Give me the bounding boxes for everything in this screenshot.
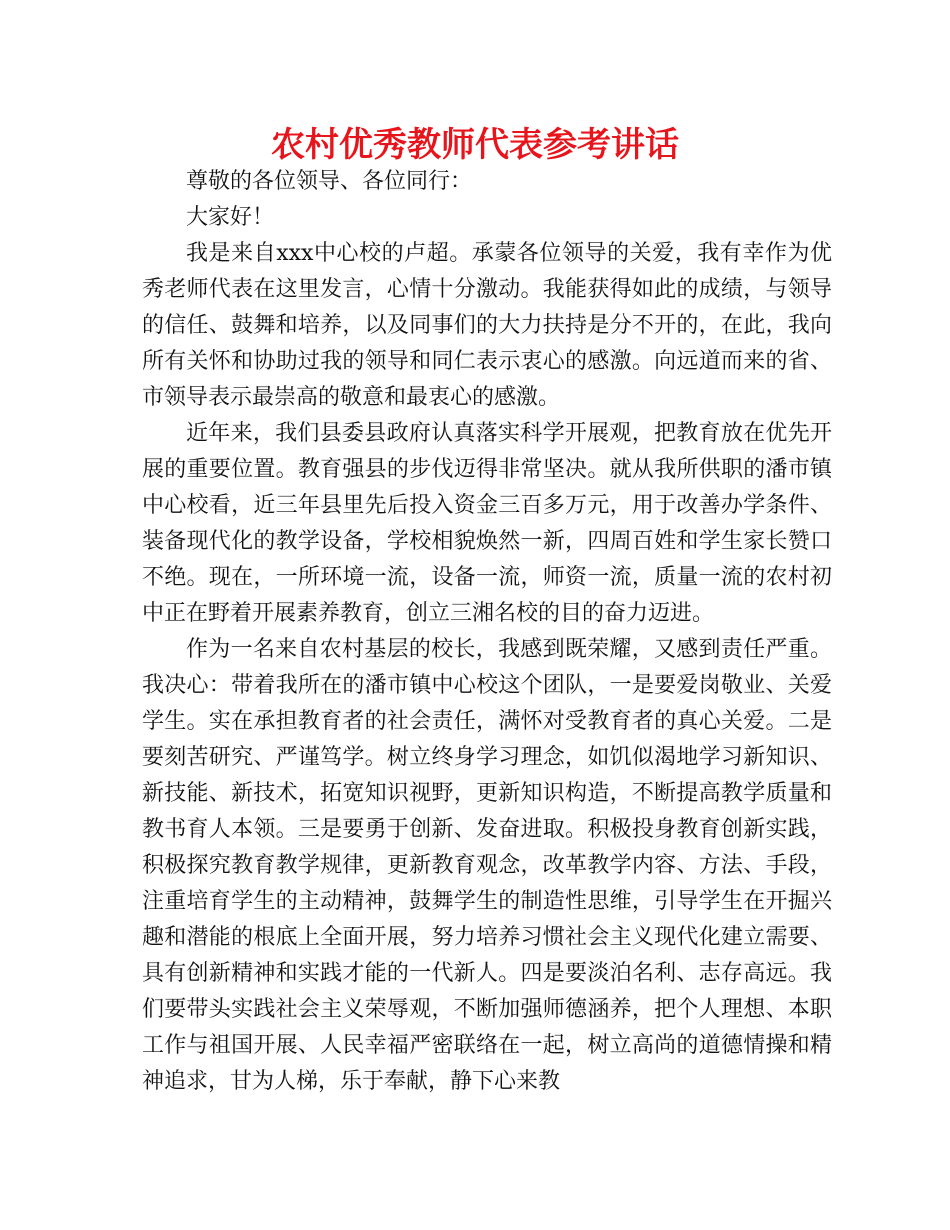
greeting-paragraph: 大家好！ xyxy=(186,205,275,230)
document-title: 农村优秀教师代表参考讲话 xyxy=(271,125,679,165)
salutation-paragraph: 尊敬的各位领导、各位同行： xyxy=(186,169,473,194)
resolution-paragraph: 作为一名来自农村基层的校长，我感到既荣耀，又感到责任严重。我决心：带着我所在的潘市镇中心校这个团队，一是要爱岗敬业、关爱学生。实在承担教育者的社会责任，满怀对受教育者的真心关爱。二是要刻苦研究、严谨笃学。树立终身学习理念，如饥似渴地学习新知识、新技能、新技术，拓宽知识视野，更新知识构造，不断提高教学质量和教书育人本领。三是要勇于创新、发奋进取。积极投身教育创新实践，积极探究教育教学规律，更新教育观念，改革教学内容、方法、手段，注重培育学生的主动精神，鼓舞学生的制造性思维，引导学生在开掘兴趣和潜能的根底上全面开展，努力培养习惯社会主义现代化建立需要、具有创新精神和实践才能的一代新人。四是要淡泊名利、志存高远。我们要带头实践社会主义荣辱观，不断加强师德涵养，把个人理想、本职工作与祖国开展、人民幸福严密联络在一起，树立高尚的道德情操和精神追求，甘为人梯，乐于奉献，静下心来教 xyxy=(142,637,832,1094)
county-education-paragraph: 近年来，我们县委县政府认真落实科学开展观，把教育放在优先开展的重要位置。教育强县的步伐迈得非常坚决。就从我所供职的潘市镇中心校看，近三年县里先后投入资金三百多万元，用于改善办学条件、装备现代化的教学设备，学校相貌焕然一新，四周百姓和学生家长赞口不绝。现在，一所环境一流，设备一流，师资一流，质量一流的农村初中正在野着开展素养教育，创立三湘名校的目的奋力迈进。 xyxy=(142,421,832,626)
document-body xyxy=(142,164,832,1100)
introduction-paragraph: 我是来自xxx中心校的卢超。承蒙各位领导的关爱，我有幸作为优秀老师代表在这里发言，心情十分激动。我能获得如此的成绩，与领导的信任、鼓舞和培养，以及同事们的大力扶持是分不开的，在此，我向所有关怀和协助过我的领导和同仁表示衷心的感激。向远道而来的省、市领导表示最崇高的敬意和最衷心的感激。 xyxy=(142,241,832,410)
